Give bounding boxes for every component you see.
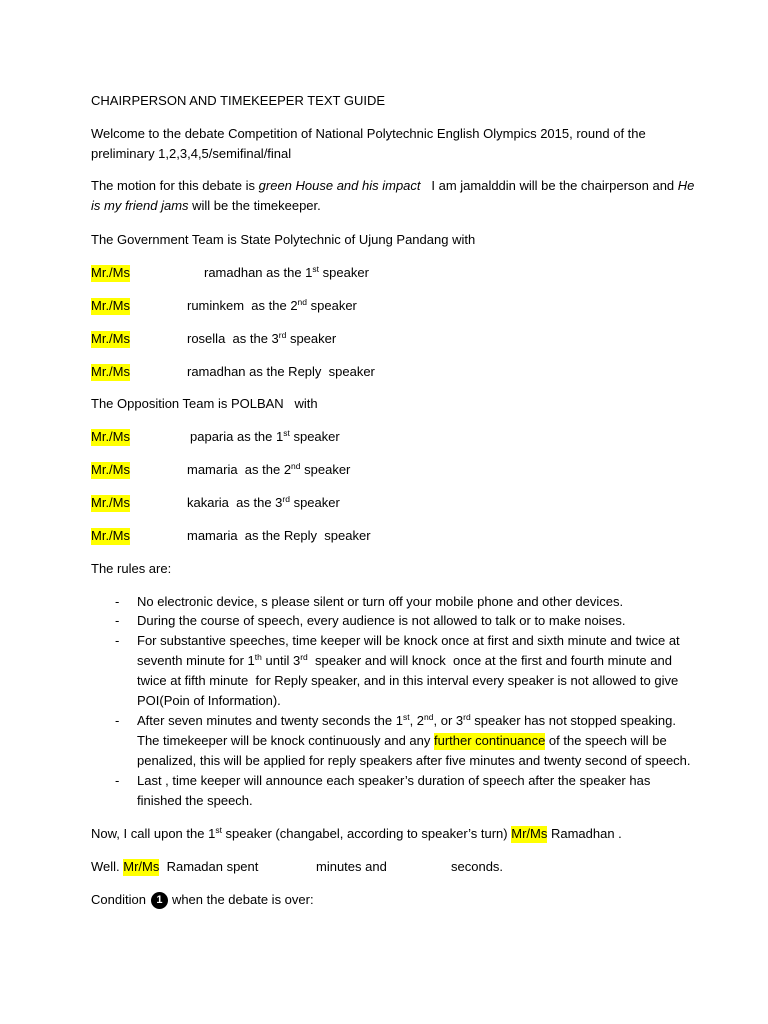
- bullet-marker: -: [115, 773, 120, 788]
- condition-text: when the debate is over:: [171, 892, 314, 907]
- rule-item-5-line: finished the speech.: [137, 793, 253, 808]
- speaker-name-role: paparia as the 1: [190, 429, 284, 444]
- ordinal-suffix: rd: [300, 652, 308, 662]
- honorific-highlight: Mr./Ms: [91, 364, 130, 379]
- speaker-name-role: kakaria as the 3: [187, 495, 283, 510]
- rule-item-4-line: penalized, this will be applied for reply speakers after five minutes and twenty second of speech.: [137, 753, 691, 768]
- speaker-assignment: [187, 298, 357, 314]
- honorific-highlight: Mr/Ms: [123, 859, 160, 874]
- speaker-assignment: [187, 331, 336, 347]
- rule-text: of the speech will be: [545, 733, 667, 748]
- rule-item-1-line: No electronic device, s please silent or turn off your mobile phone and other devices.: [137, 594, 624, 609]
- opposition-team-heading: The Opposition Team is POLBAN with: [91, 396, 318, 411]
- honorific-highlight: Mr/Ms: [511, 826, 548, 841]
- speaker-label: speaker: [300, 462, 351, 477]
- speaker-assignment: [187, 528, 371, 544]
- speaker-label: speaker: [319, 265, 369, 280]
- call-text: speaker (changabel, according to speaker’s turn): [221, 826, 512, 841]
- speaker-name-role: mamaria as the 2: [187, 462, 292, 477]
- ordinal-suffix: rd: [463, 712, 471, 722]
- rule-text: until 3: [261, 653, 301, 668]
- honorific-highlight: Mr./Ms: [91, 528, 130, 543]
- opposition-speaker-row: [91, 428, 340, 445]
- chairperson-statement: I am jamalddin will be the chairperson and: [420, 178, 678, 193]
- rule-item-5-line: Last , time keeper will announce each speaker’s duration of speech after the speaker has: [137, 773, 651, 788]
- speaker-label: speaker: [286, 331, 337, 346]
- rule-item-3-line: For substantive speeches, time keeper will be knock once at first and sixth minute and twice at: [137, 633, 680, 648]
- speaker-name-role: ruminkem as the 2: [187, 298, 298, 313]
- rule-text: After seven minutes and twenty seconds the 1: [137, 713, 403, 728]
- bullet-marker: -: [115, 633, 120, 648]
- speaker-name-role: ramadhan as the 1: [204, 265, 313, 280]
- opposition-speaker-row: [91, 461, 351, 478]
- ordinal-suffix: nd: [424, 712, 434, 722]
- minutes-label: minutes and: [316, 859, 387, 874]
- bullet-marker: -: [115, 594, 120, 609]
- rule-text: , or 3: [433, 713, 464, 728]
- circled-number-one-icon: 1: [151, 892, 168, 909]
- bullet-marker: -: [115, 613, 120, 628]
- condition-label: Condition: [91, 892, 146, 907]
- government-speaker-row: [91, 264, 369, 281]
- ordinal-suffix: rd: [278, 330, 287, 340]
- motion-line-2: [91, 198, 321, 214]
- motion-line-1: [91, 178, 694, 194]
- honorific-highlight: Mr./Ms: [91, 429, 130, 444]
- speaker-assignment: [187, 462, 350, 478]
- rule-text: The timekeeper will be knock continuously and any: [137, 733, 434, 748]
- government-speaker-row: [91, 364, 375, 380]
- ordinal-suffix: rd: [282, 494, 290, 504]
- ordinal-suffix: st: [402, 712, 410, 722]
- rule-item-3-line: POI(Poin of Information).: [137, 693, 281, 708]
- speaker-label: speaker: [289, 429, 340, 444]
- rule-text: seventh minute for 1: [137, 653, 255, 668]
- speaker-name: Ramadhan .: [547, 826, 622, 841]
- rules-heading: The rules are:: [91, 561, 172, 576]
- speaker-assignment: [187, 364, 375, 380]
- ordinal-suffix: nd: [297, 297, 308, 307]
- call-speaker-line: [91, 826, 622, 842]
- timekeeper-name-end: is my friend jams: [91, 198, 189, 213]
- honorific-highlight: Mr./Ms: [91, 298, 130, 313]
- rule-text: speaker and will knock once at the first and fourth minute and: [307, 653, 672, 668]
- rule-item-3-line: [137, 653, 672, 669]
- government-speaker-row: [91, 297, 357, 314]
- condition-line: [91, 892, 314, 908]
- ordinal-suffix: nd: [291, 461, 301, 471]
- honorific-highlight: Mr./Ms: [91, 462, 130, 477]
- motion-lead: The motion for this debate is: [91, 178, 259, 193]
- speaker-name-role: rosella as the 3: [187, 331, 279, 346]
- timekeeper-statement: will be the timekeeper.: [188, 198, 321, 213]
- ordinal-suffix: st: [283, 428, 290, 438]
- rule-item-4-line: [137, 713, 676, 729]
- ordinal-suffix: th: [254, 652, 262, 662]
- opposition-speaker-row: [91, 494, 340, 511]
- speaker-assignment: [204, 265, 369, 281]
- rule-item-4-line: [137, 733, 667, 749]
- seconds-label: seconds.: [451, 859, 504, 874]
- rule-text: speaker has not stopped speaking.: [470, 713, 676, 728]
- speaker-label: speaker: [289, 495, 340, 510]
- rule-item-2-line: During the course of speech, every audience is not allowed to talk or to make noises.: [137, 613, 626, 628]
- government-team-heading: The Government Team is State Polytechnic of Ujung Pandang with: [91, 232, 476, 247]
- government-speaker-row: [91, 330, 337, 347]
- speaker-name-role: mamaria as the Reply speaker: [187, 528, 371, 543]
- honorific-highlight: Mr./Ms: [91, 331, 130, 346]
- speaker-assignment: [190, 429, 340, 445]
- timekeeper-name-start: He: [677, 178, 695, 193]
- time-report-line: [91, 859, 504, 875]
- document-title: CHAIRPERSON AND TIMEKEEPER TEXT GUIDE: [91, 93, 386, 108]
- welcome-line-1: Welcome to the debate Competition of National Polytechnic English Olympics 2015, round of the: [91, 126, 646, 141]
- ordinal-suffix: st: [312, 264, 320, 274]
- speaker-assignment: [187, 495, 340, 511]
- motion-topic: green House and his impact: [258, 178, 421, 193]
- welcome-line-2: preliminary 1,2,3,4,5/semifinal/final: [91, 146, 292, 161]
- ordinal-suffix: st: [215, 825, 222, 835]
- opposition-speaker-row: [91, 528, 371, 544]
- bullet-marker: -: [115, 713, 120, 728]
- rule-text: , 2: [409, 713, 425, 728]
- speaker-name: Ramadan spent: [159, 859, 259, 874]
- honorific-highlight: Mr./Ms: [91, 495, 130, 510]
- speaker-name-role: ramadhan as the Reply speaker: [187, 364, 375, 379]
- speaker-label: speaker: [307, 298, 357, 313]
- time-report-lead: Well.: [91, 859, 124, 874]
- honorific-highlight: Mr./Ms: [91, 265, 130, 280]
- rule-item-3-line: twice at fifth minute for Reply speaker, and in this interval every speaker is not allowed to give: [137, 673, 679, 688]
- call-text: Now, I call upon the 1: [91, 826, 216, 841]
- highlighted-phrase: further continuance: [434, 733, 546, 748]
